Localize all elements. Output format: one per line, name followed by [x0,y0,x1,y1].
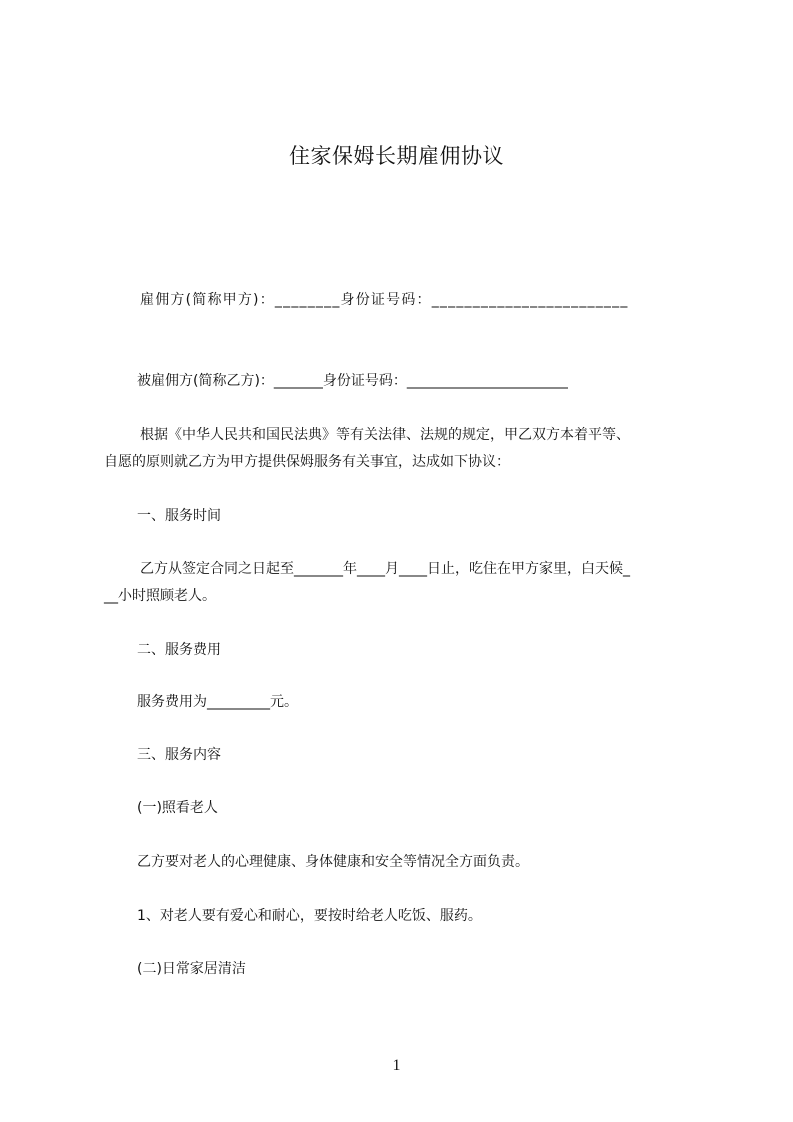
elder-care-responsibility: 乙方要对老人的心理健康、身体健康和安全等情况全方面负责。 [137,854,529,870]
section-heading-service-time: 一、服务时间 [137,508,221,524]
preamble-line-2: 自愿的原则就乙方为甲方提供保姆服务有关事宜，达成如下协议： [104,454,510,470]
page-number: 1 [392,1057,401,1074]
subheading-elder-care: (一)照看老人 [137,800,218,816]
employer-line: 雇佣方(简称甲方)：________身份证号码：________________________ [140,292,629,308]
elder-care-item-1: 1、对老人要有爱心和耐心，要按时给老人吃饭、服药。 [137,908,482,924]
preamble-line-1: 根据《中华人民共和国民法典》等有关法律、法规的规定，甲乙双方本着平等、 [140,427,630,443]
employee-line: 被雇佣方(简称乙方)：_______身份证号码：_______________________ [137,373,568,389]
subheading-house-cleaning: (二)日常家居清洁 [137,961,246,977]
service-time-line-2: __小时照顾老人。 [104,588,216,604]
service-fee-line: 服务费用为_________元。 [137,694,298,710]
service-time-line-1: 乙方从签定合同之日起至_______年____月____日止，吃住在甲方家里，白天候_ [140,561,630,577]
section-heading-service-content: 三、服务内容 [137,747,221,763]
section-heading-service-fee: 二、服务费用 [137,642,221,658]
document-title: 住家保姆长期雇佣协议 [289,144,504,168]
